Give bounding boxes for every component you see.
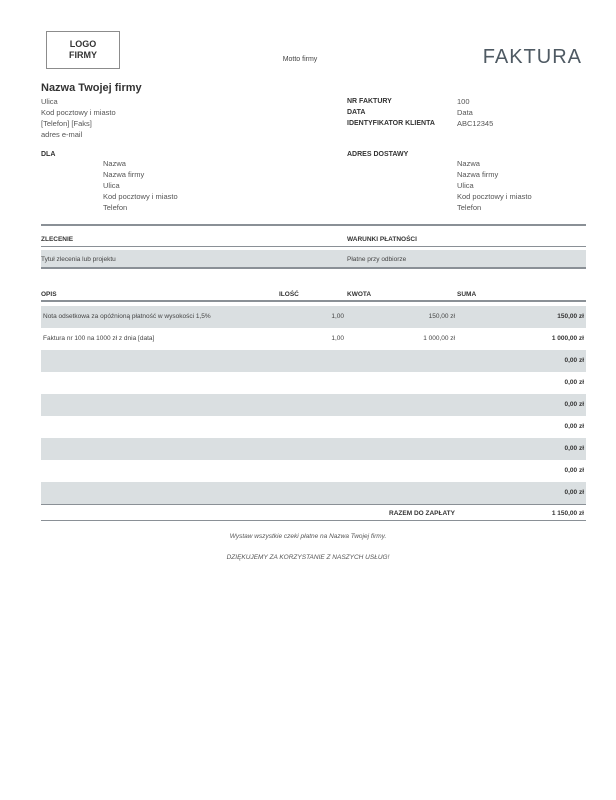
item-desc: Nota odsetkowa za opóźnioną płatność w wysokości 1,5% <box>43 313 211 320</box>
ship-to-label: ADRES DOSTAWY <box>347 151 409 158</box>
table-row <box>41 306 586 328</box>
bill-to-label: DLA <box>41 151 56 158</box>
divider <box>41 520 586 521</box>
item-total: 0,00 zł <box>564 467 584 474</box>
logo-line-1: LOGO <box>69 39 97 49</box>
company-street: Ulica <box>41 97 58 106</box>
company-city: Kod pocztowy i miasto <box>41 108 116 117</box>
item-price: 1 000,00 zł <box>423 335 455 342</box>
total-value: 1 150,00 zł <box>551 510 584 517</box>
ship-to-line: Kod pocztowy i miasto <box>457 192 532 201</box>
item-total: 1 000,00 zł <box>551 335 584 342</box>
table-row <box>41 372 586 394</box>
table-row <box>41 438 586 460</box>
company-address-block <box>41 96 116 140</box>
item-desc: Faktura nr 100 na 1000 zł z dnia [data] <box>43 335 155 342</box>
meta-value: Data <box>457 108 473 117</box>
company-motto: Motto firmy <box>282 56 318 63</box>
table-row <box>41 482 586 504</box>
item-qty: 1,00 <box>331 335 344 342</box>
table-row <box>41 394 586 416</box>
meta-value: 100 <box>457 97 470 106</box>
item-total: 0,00 zł <box>564 357 584 364</box>
bill-to-line: Kod pocztowy i miasto <box>103 192 178 201</box>
meta-value: ABC12345 <box>457 119 494 128</box>
col-header-qty: ILOŚĆ <box>279 291 299 298</box>
divider <box>41 504 586 505</box>
meta-date <box>347 107 493 118</box>
item-qty: 1,00 <box>331 313 344 320</box>
item-total: 0,00 zł <box>564 489 584 496</box>
divider <box>41 300 586 302</box>
footer-thanks: DZIĘKUJEMY ZA KORZYSTANIE Z NASZYCH USŁUG! <box>226 554 390 561</box>
company-name: Nazwa Twojej firmy <box>41 82 142 94</box>
divider <box>41 267 586 269</box>
footer-checks-note: Wystaw wszystkie czeki płatne na Nazwa Twojej firmy. <box>229 533 387 540</box>
company-phone: [Telefon] [Faks] <box>41 119 92 128</box>
meta-customer-id <box>347 118 493 129</box>
table-row <box>41 350 586 372</box>
item-total: 0,00 zł <box>564 423 584 430</box>
item-total: 0,00 zł <box>564 401 584 408</box>
bill-to-line: Telefon <box>103 203 128 212</box>
logo-line-2: FIRMY <box>69 50 97 60</box>
total-label: RAZEM DO ZAPŁATY <box>389 510 455 517</box>
company-email: adres e-mail <box>41 130 83 139</box>
meta-key: NR FAKTURY <box>347 98 392 105</box>
company-logo <box>46 31 120 69</box>
ship-to-line: Nazwa firmy <box>457 170 499 179</box>
table-row <box>41 416 586 438</box>
meta-key: IDENTYFIKATOR KLIENTA <box>347 120 435 127</box>
divider <box>41 246 586 247</box>
terms-label: WARUNKI PŁATNOŚCI <box>347 236 417 243</box>
order-value: Tytuł zlecenia lub projektu <box>41 256 116 263</box>
order-band <box>41 250 586 267</box>
col-header-desc: OPIS <box>41 291 57 298</box>
document-title: FAKTURA <box>482 46 582 68</box>
ship-to-line: Ulica <box>457 181 474 190</box>
bill-to-line: Ulica <box>103 181 120 190</box>
item-total: 0,00 zł <box>564 379 584 386</box>
bill-to-block <box>103 158 178 213</box>
ship-to-line: Nazwa <box>457 159 480 168</box>
meta-key: DATA <box>347 109 366 116</box>
ship-to-block <box>457 158 532 213</box>
terms-value: Płatne przy odbiorze <box>347 256 407 263</box>
item-total: 0,00 zł <box>564 445 584 452</box>
bill-to-line: Nazwa <box>103 159 126 168</box>
divider <box>41 224 586 226</box>
order-label: ZLECENIE <box>41 236 74 243</box>
invoice-meta <box>347 96 493 129</box>
col-header-price: KWOTA <box>347 291 372 298</box>
item-price: 150,00 zł <box>428 313 455 320</box>
ship-to-line: Telefon <box>457 203 482 212</box>
table-row <box>41 328 586 350</box>
meta-invoice-number <box>347 96 493 107</box>
item-total: 150,00 zł <box>557 313 584 320</box>
col-header-total: SUMA <box>457 291 477 298</box>
table-row <box>41 460 586 482</box>
bill-to-line: Nazwa firmy <box>103 170 145 179</box>
